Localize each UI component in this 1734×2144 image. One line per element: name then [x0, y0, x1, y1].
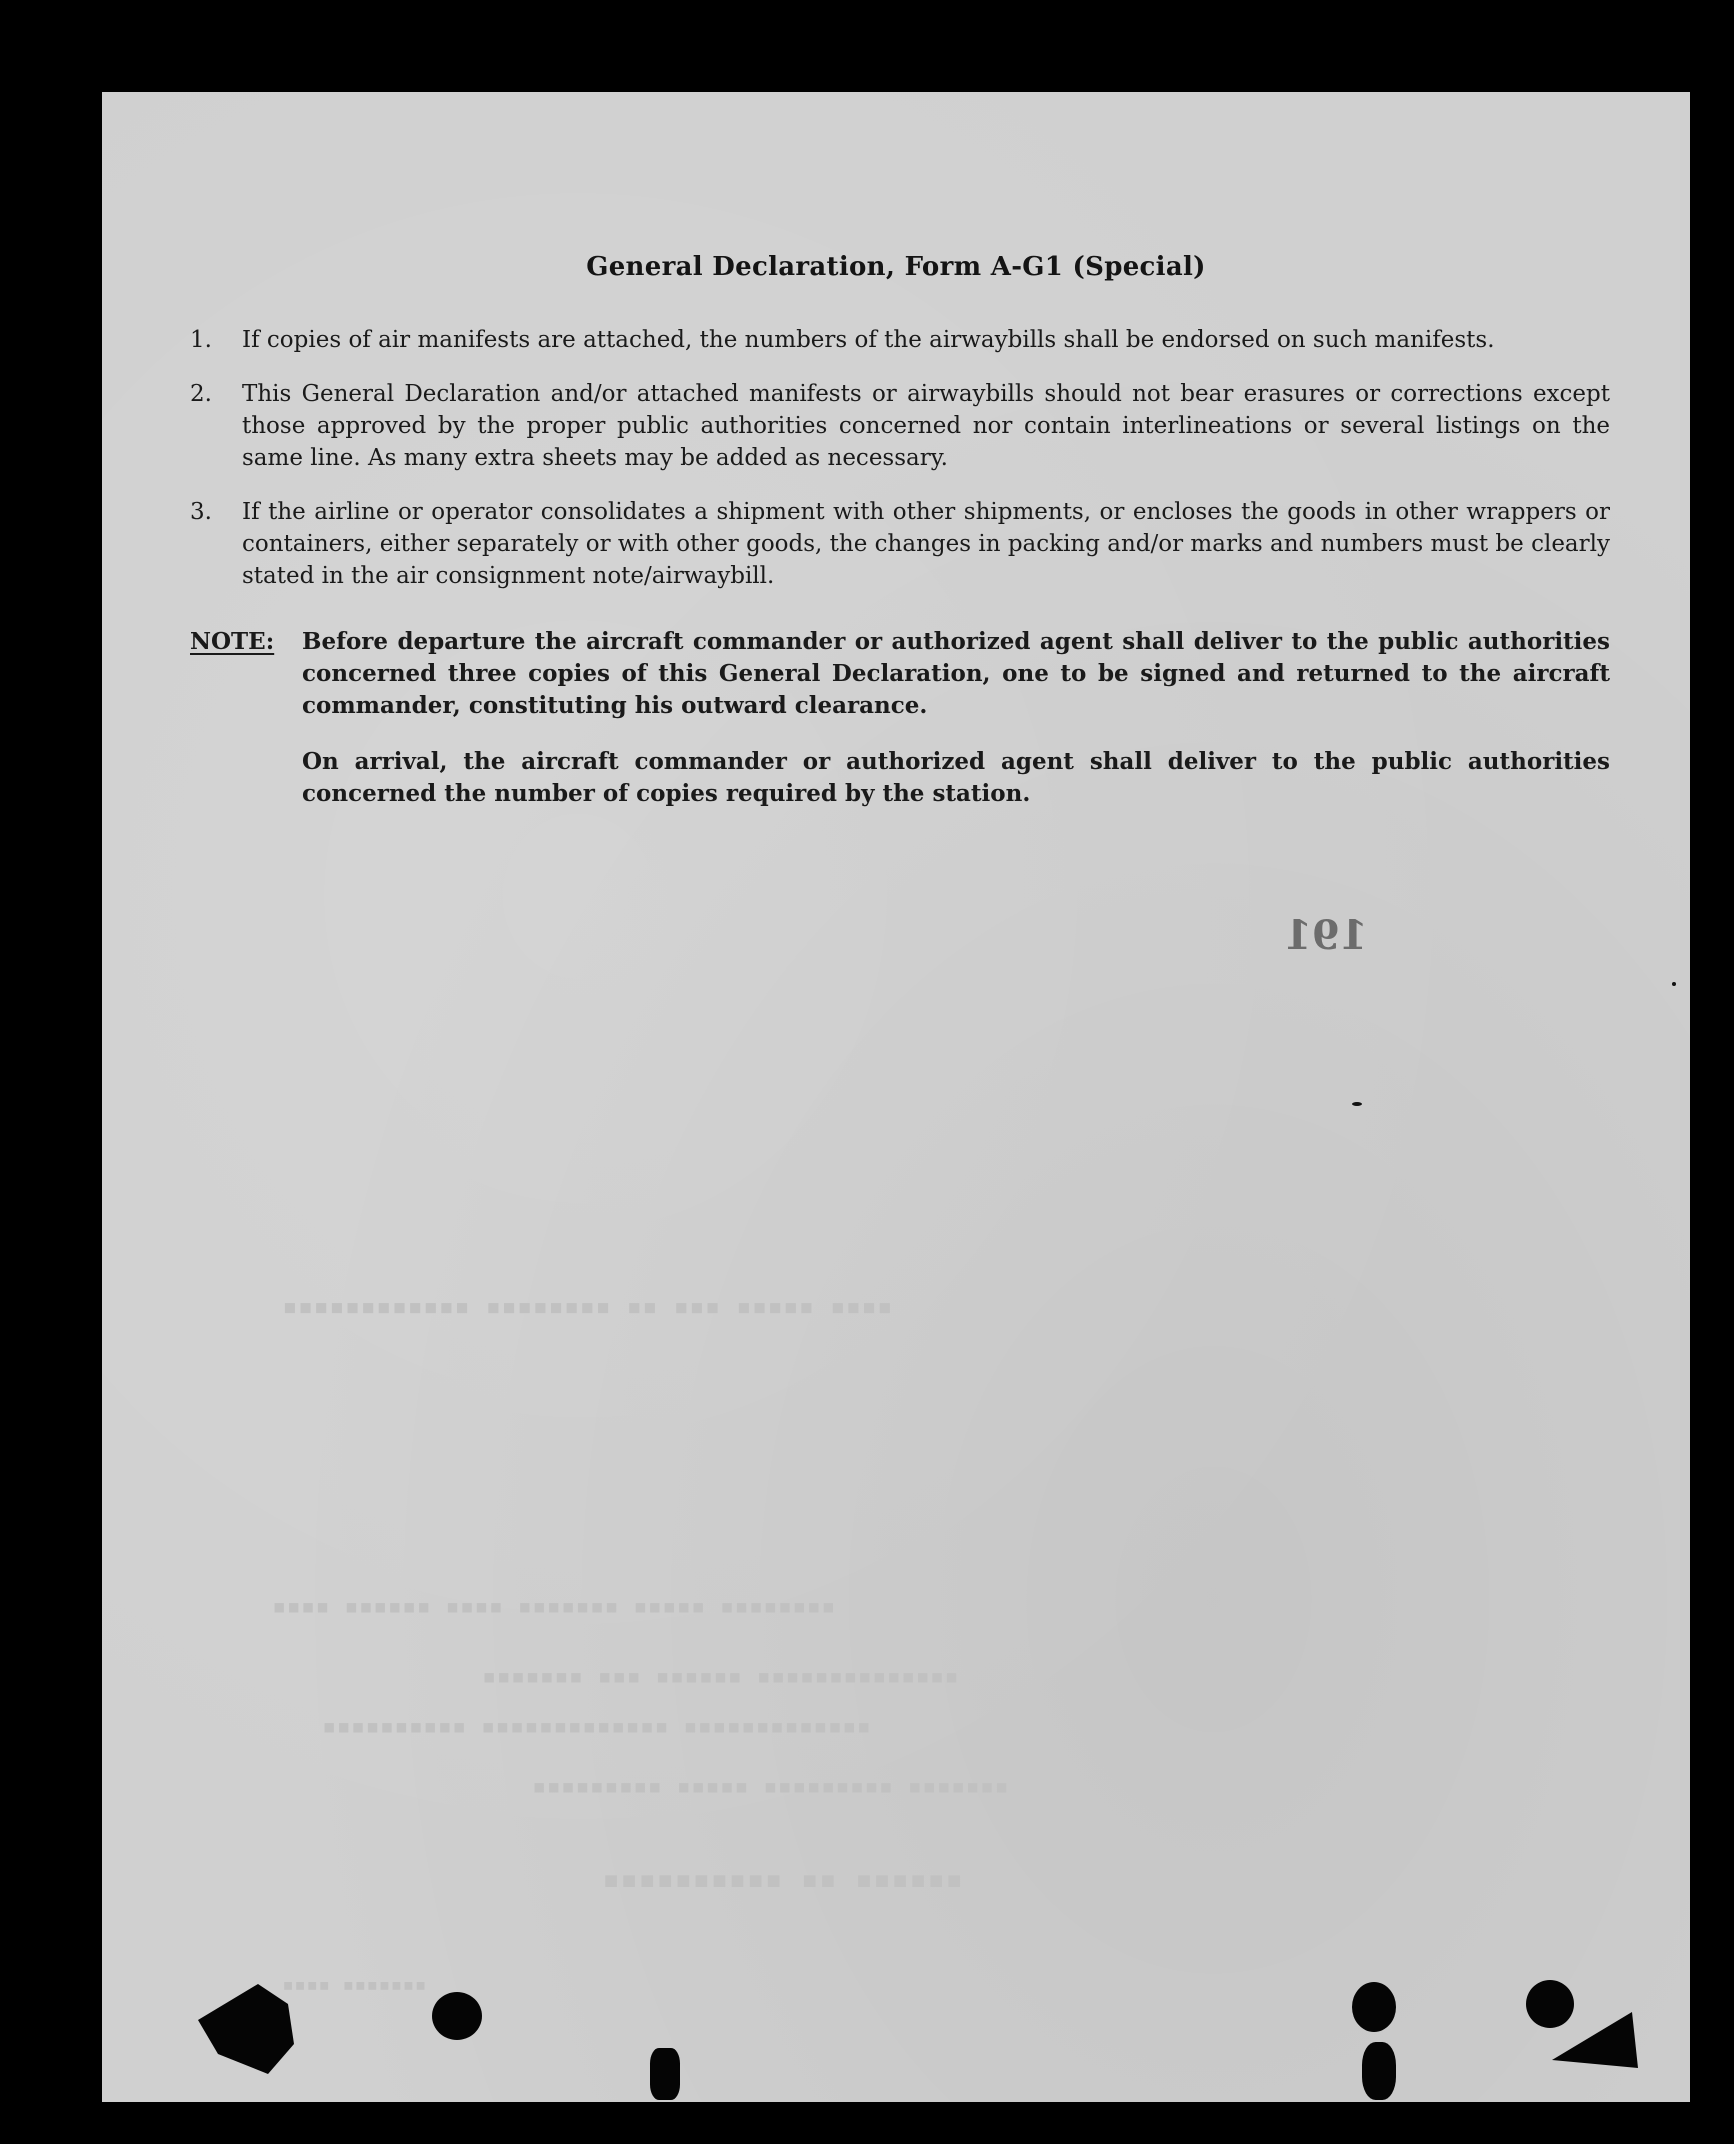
- bleed-text-line: ▪▪▪▪ ▪▪▪▪▪▪ ▪▪▪▪ ▪▪▪▪▪▪▪ ▪▪▪▪▪ ▪▪▪▪▪▪▪▪: [272, 1592, 836, 1620]
- note-paragraph: Before departure the aircraft commander or authorized agent shall deliver to the public authorities concerned three copies of this General Declaration, one to be signed and returned to the aircraft commander, constituting his outward clearance.: [302, 628, 1610, 719]
- item-number: 3.: [190, 499, 212, 525]
- bleed-text-line: ▪▪▪▪ ▪▪▪▪▪▪▪: [282, 1972, 427, 1996]
- list-item: [190, 324, 1610, 356]
- note-paragraph: On arrival, the aircraft commander or authorized agent shall deliver to the public authorities concerned the number of copies required by the station.: [302, 748, 1610, 807]
- document-page: [102, 92, 1690, 2102]
- punch-hole: [1352, 1982, 1396, 2032]
- list-item: [190, 496, 1610, 592]
- instruction-list: [190, 324, 1610, 614]
- bleed-text-line: ▪▪▪▪▪▪▪▪▪▪ ▪▪▪▪▪▪▪▪▪▪▪▪▪ ▪▪▪▪▪▪▪▪▪▪▪▪▪: [322, 1712, 872, 1740]
- item-text: If the airline or operator consolidates a shipment with other shipments, or encloses the goods in other wrappers or containers, either separately or with other goods, the changes in packing and/or marks and numbers must be clearly stated in the air consignment note/airwaybill.: [242, 499, 1610, 589]
- item-number: 2.: [190, 381, 212, 407]
- note-label: NOTE:: [190, 628, 275, 655]
- note-section: [190, 626, 1610, 834]
- mirrored-stamp-number: 191: [1284, 912, 1368, 959]
- edge-tear: [1362, 2042, 1396, 2100]
- bleed-text-line: ▪▪▪▪▪▪▪▪▪▪▪▪ ▪▪▪▪▪▪▪▪ ▪▪ ▪▪▪ ▪▪▪▪▪ ▪▪▪▪: [282, 1292, 893, 1322]
- bleed-text-line: ▪▪▪▪▪▪▪▪▪ ▪▪▪▪▪ ▪▪▪▪▪▪▪▪▪ ▪▪▪▪▪▪▪: [532, 1772, 1009, 1800]
- item-text: If copies of air manifests are attached, the numbers of the airwaybills shall be endorsed on such manifests.: [242, 327, 1495, 353]
- speck: [1672, 982, 1676, 986]
- edge-tear: [650, 2048, 680, 2100]
- list-item: [190, 378, 1610, 474]
- torn-corner: [198, 1984, 298, 2074]
- note-body: [302, 626, 1610, 810]
- item-number: 1.: [190, 327, 212, 353]
- speck: [1352, 1102, 1362, 1106]
- bleed-text-line: ▪▪▪▪▪▪▪ ▪▪▪ ▪▪▪▪▪▪ ▪▪▪▪▪▪▪▪▪▪▪▪▪▪: [482, 1662, 959, 1690]
- punch-hole: [432, 1992, 482, 2040]
- document-title: General Declaration, Form A-G1 (Special): [586, 252, 1206, 282]
- torn-corner: [1552, 2012, 1642, 2072]
- item-text: This General Declaration and/or attached manifests or airwaybills should not bear erasures or corrections except those approved by the proper public authorities concerned nor contain interlineations or several listings on the same line. As many extra sheets may be added as necessary.: [242, 381, 1610, 471]
- bleed-text-line: ▪▪▪▪▪▪▪▪▪▪ ▪▪ ▪▪▪▪▪▪: [602, 1862, 964, 1897]
